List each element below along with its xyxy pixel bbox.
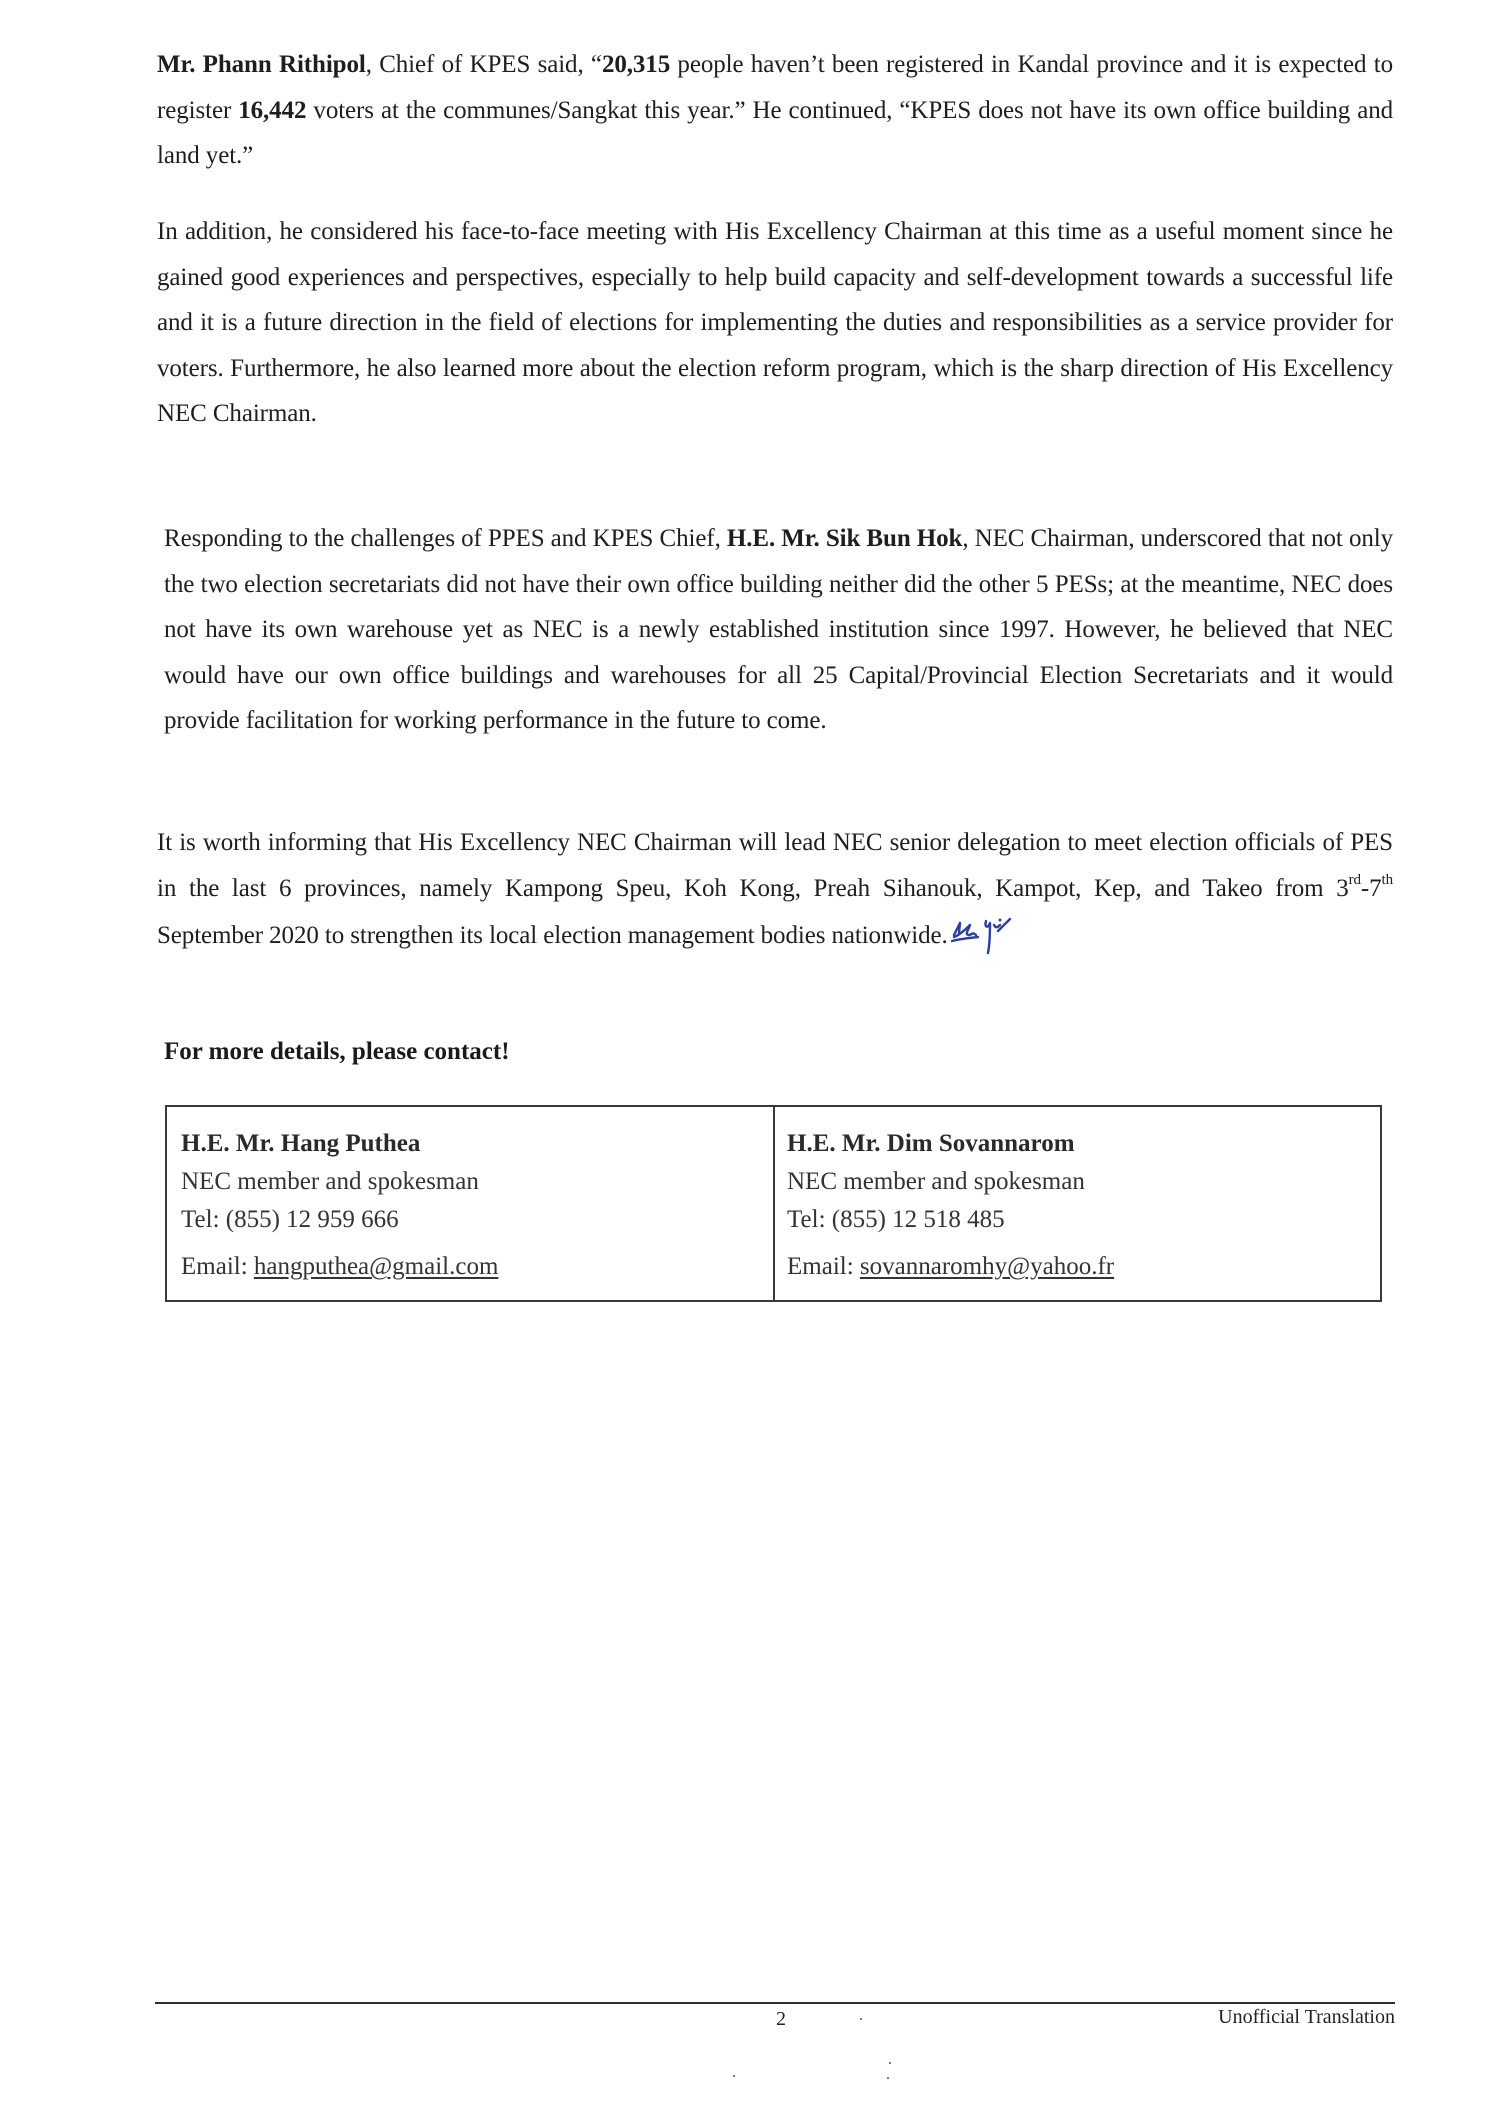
text-span: -7 — [1360, 874, 1382, 902]
text-span: , NEC Chairman, underscored that not only the two election secretariats did not have their own office building neither did the other 5 PESs; at the meantime, NEC does not have its own warehouse yet as NEC is a newly established institution since 1997. However, he believed that NEC would have our own office buildings and warehouses for all 25 Capital/Provincial Election Secretariats and it would provide facilitation for working performance in the future to come. — [164, 525, 1393, 734]
contact-role: NEC member and spokesman — [181, 1168, 479, 1195]
footer-note: Unofficial Translation — [1218, 2006, 1395, 2028]
contact-name: H.E. Mr. Hang Puthea — [181, 1130, 421, 1157]
footer-divider — [155, 2002, 1395, 2004]
expected-voters-count: 16,442 — [238, 96, 307, 124]
contact-table — [165, 1105, 1382, 1302]
contact-email-link[interactable]: hangputhea@gmail.com — [253, 1253, 499, 1280]
scan-speck — [887, 2077, 889, 2079]
paragraph-kpes-chief-statement — [157, 42, 1393, 179]
paragraph-upcoming-visit — [157, 820, 1393, 973]
email-label: Email: — [787, 1253, 860, 1280]
contact-card — [775, 1107, 1380, 1300]
ordinal-suffix: th — [1381, 872, 1393, 889]
email-label: Email: — [181, 1253, 254, 1280]
contact-heading: For more details, please contact! — [164, 1038, 510, 1065]
contact-name: H.E. Mr. Dim Sovannarom — [787, 1130, 1075, 1157]
text-span: voters at the communes/Sangkat this year.” He continued, “KPES does not have its own office building and land yet.” — [157, 96, 1393, 169]
ordinal-suffix: rd — [1348, 872, 1361, 889]
text-span: September 2020 to strengthen its local election management bodies nationwide. — [157, 922, 948, 949]
paragraph-chairman-response — [157, 516, 1393, 744]
text-span: Responding to the challenges of PPES and KPES Chief, — [164, 525, 727, 552]
scan-speck — [733, 2075, 735, 2077]
contact-email-link[interactable]: sovannaromhy@yahoo.fr — [859, 1253, 1115, 1280]
text-span: It is worth informing that His Excellency NEC Chairman will lead NEC senior delegation to meet election officials of PES in the last 6 provinces, namely Kampong Speu, Koh Kong, Preah Sihanouk, Kampot, Kep, and Takeo from 3 — [157, 829, 1393, 902]
contact-email-row — [181, 1248, 759, 1286]
scan-speck — [889, 2062, 891, 2064]
speaker-name: Mr. Phann Rithipol — [157, 51, 366, 78]
chairman-name: H.E. Mr. Sik Bun Hok — [726, 525, 963, 552]
text-span: , Chief of KPES said, “ — [365, 51, 602, 78]
handwritten-initials-icon — [950, 911, 1014, 973]
unregistered-count: 20,315 — [601, 51, 671, 78]
contact-phone: Tel: (855) 12 518 485 — [787, 1206, 1005, 1233]
paragraph-text: In addition, he considered his face-to-face meeting with His Excellency Chairman at this time as a useful moment since he gained good experiences and perspectives, especially to help build capacity and self-development towards a successful life and it is a future direction in the field of elections for implementing the duties and responsibilities as a service provider for voters. Furthermore, he also learned more about the election reform program, which is the sharp direction of His Excellency NEC Chairman. — [157, 218, 1393, 427]
contact-phone: Tel: (855) 12 959 666 — [181, 1206, 399, 1233]
scan-speck — [860, 2018, 862, 2020]
contact-email-row — [787, 1248, 1366, 1286]
text-span: people haven’t been registered in Kandal province and it is expected to register — [157, 51, 1393, 124]
page-number: 2 — [776, 2008, 786, 2030]
paragraph-meeting-reflection — [157, 209, 1393, 437]
contact-card — [167, 1107, 775, 1300]
contact-role: NEC member and spokesman — [787, 1168, 1085, 1195]
